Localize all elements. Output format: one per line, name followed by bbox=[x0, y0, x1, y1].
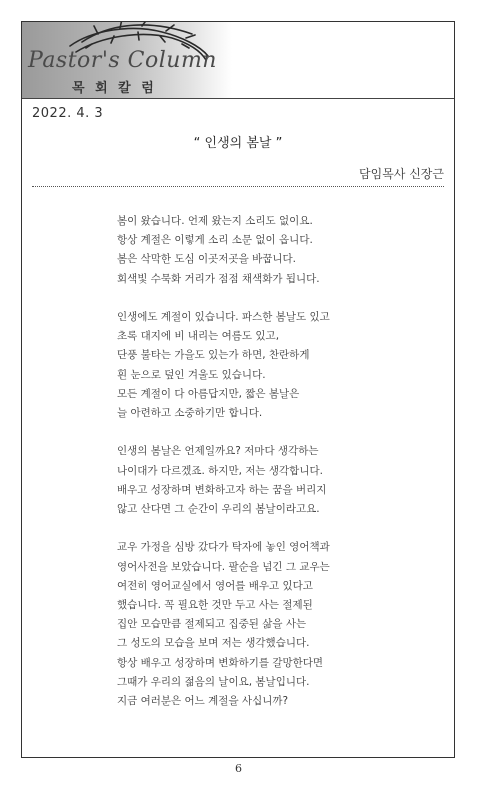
article-date: 2022. 4. 3 bbox=[32, 106, 104, 121]
text-line: 나이대가 다르겠죠. 하지만, 저는 생각합니다. bbox=[117, 464, 323, 477]
column-banner bbox=[22, 22, 232, 98]
article-author: 담임목사 신장근 bbox=[359, 167, 444, 181]
text-line: 않고 산다면 그 순간이 우리의 봄날이라고요. bbox=[117, 503, 320, 516]
page-frame bbox=[21, 21, 455, 758]
text-line: 흰 눈으로 덮인 겨울도 있습니다. bbox=[117, 368, 266, 381]
text-line: 배우고 성장하며 변화하고자 하는 꿈을 버리지 bbox=[117, 483, 327, 496]
text-line: 했습니다. 꼭 필요한 것만 두고 사는 절제된 bbox=[117, 599, 313, 612]
page-number: 6 bbox=[235, 762, 242, 775]
dotted-divider bbox=[32, 186, 444, 187]
text-line: 영어사전을 보았습니다. 팔순을 넘긴 그 교우는 bbox=[117, 560, 330, 573]
paragraph bbox=[117, 212, 447, 289]
text-line: 여전히 영어교실에서 영어를 배우고 있다고 bbox=[117, 579, 313, 592]
banner-divider bbox=[22, 98, 454, 99]
text-line: 지금 여러분은 어느 계절을 사십니까? bbox=[117, 695, 289, 708]
text-line: 항상 계절은 이렇게 소리 소문 없이 옵니다. bbox=[117, 234, 313, 247]
paragraph bbox=[117, 308, 447, 423]
paragraph bbox=[117, 442, 447, 519]
paragraph bbox=[117, 538, 447, 711]
text-line: 그 성도의 모습을 보며 저는 생각했습니다. bbox=[117, 637, 310, 650]
text-line: 봄은 삭막한 도심 이곳저곳을 바꿉니다. bbox=[117, 253, 296, 266]
text-line: 인생의 봄날은 언제일까요? 저마다 생각하는 bbox=[117, 445, 319, 458]
text-line: 항상 배우고 성장하며 변화하기를 갈망한다면 bbox=[117, 656, 324, 669]
column-subtitle: 목 회 칼 럼 bbox=[72, 81, 157, 96]
text-line: 봄이 왔습니다. 언제 왔는지 소리도 없이요. bbox=[117, 215, 313, 227]
text-line: 모든 계절이 다 아름답지만, 짧은 봄날은 bbox=[117, 387, 300, 400]
text-line: 교우 가정을 심방 갔다가 탁자에 놓인 영어책과 bbox=[117, 541, 330, 554]
text-line: 단풍 불타는 가을도 있는가 하면, 찬란하게 bbox=[117, 349, 310, 362]
article-body bbox=[117, 212, 447, 730]
article-title: “ 인생의 봄날 ” bbox=[193, 136, 283, 151]
text-line: 인생에도 계절이 있습니다. 파스한 봄날도 있고 bbox=[117, 311, 330, 323]
column-title: Pastor's Column bbox=[28, 48, 217, 73]
text-line: 회색빛 수묵화 거리가 점점 채색화가 됩니다. bbox=[117, 272, 320, 285]
text-line: 늘 아련하고 소중하기만 합니다. bbox=[117, 407, 263, 420]
text-line: 초록 대지에 비 내리는 여름도 있고, bbox=[117, 330, 280, 343]
text-line: 집안 모습만큼 절제되고 집중된 삶을 사는 bbox=[117, 618, 307, 631]
text-line: 그때가 우리의 젊음의 날이요, 봄날입니다. bbox=[117, 675, 310, 688]
